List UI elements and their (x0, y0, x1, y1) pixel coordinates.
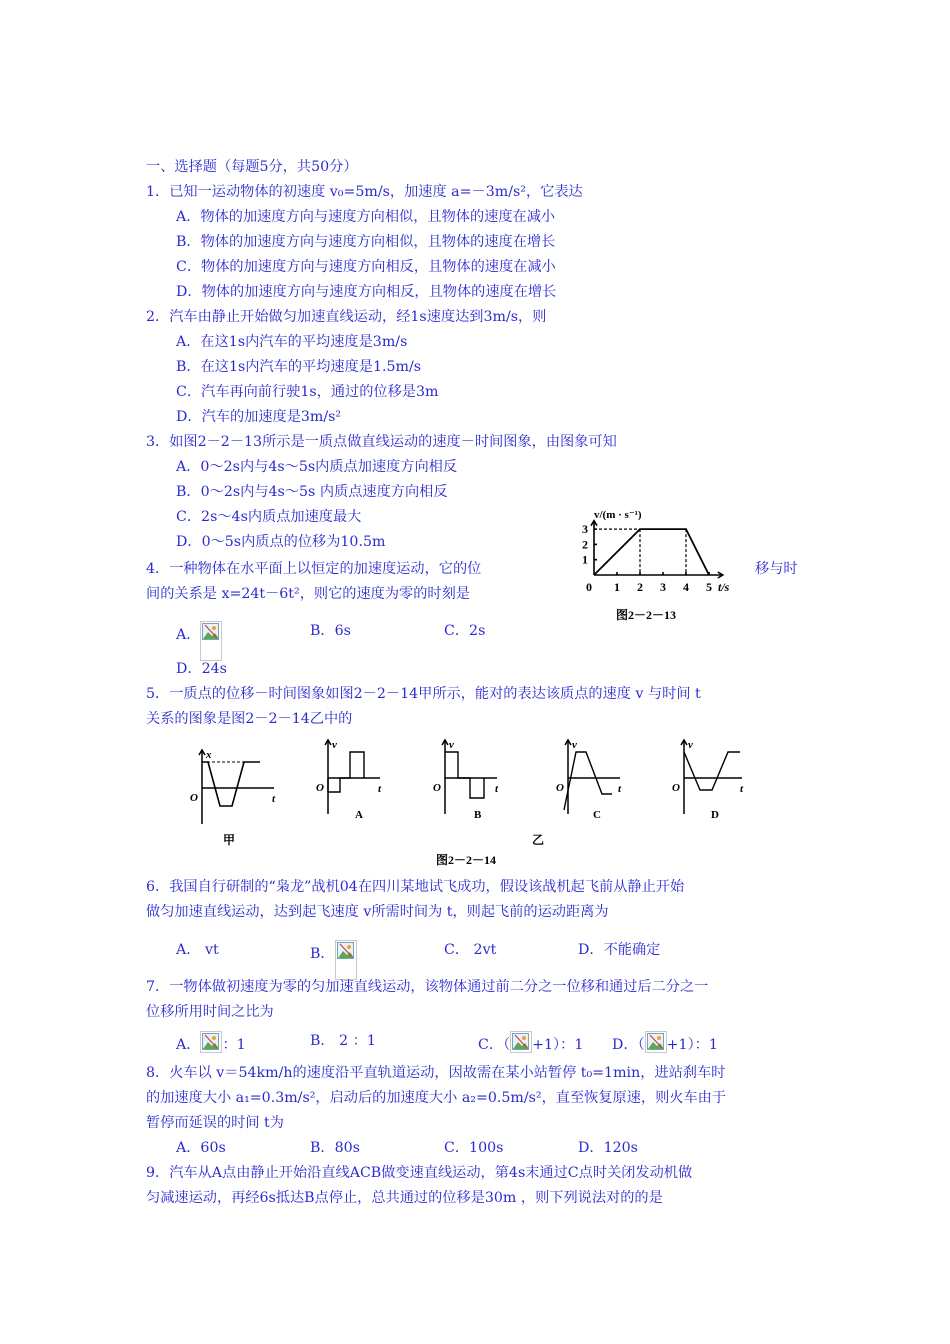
broken-image-icon (510, 1031, 532, 1053)
figure-2-2-14 (180, 732, 770, 870)
broken-image-icon (645, 1031, 667, 1053)
q7-stem-2: 位移所用时间之比为 (146, 1004, 274, 1020)
q1-option-b: B．物体的加速度方向与速度方向相似，且物体的速度在增长 (176, 234, 556, 250)
q3-option-d: D．0～5s内质点的位移为10.5m (176, 534, 386, 550)
q1-option-d: D．物体的加速度方向与速度方向相反，且物体的速度在增长 (176, 284, 557, 300)
section-title: 一、选择题（每题5分，共50分） (146, 159, 358, 175)
fig14-panel-label: D (711, 809, 719, 821)
q4-option-c: C．2s (444, 623, 486, 639)
q7-option-a (176, 1031, 246, 1055)
fig13-x-tick-label: 1 (614, 580, 620, 594)
q7-option-d-suffix: +1）：1 (666, 1037, 718, 1053)
fig13-y-tick-label: 3 (582, 522, 588, 537)
fig14-a-v-label: v (332, 739, 337, 751)
broken-image-icon (335, 940, 357, 980)
q7-option-d (612, 1031, 718, 1055)
broken-image-icon (200, 1031, 222, 1053)
q7-option-a-prefix: A． (176, 1037, 201, 1053)
q8-option-a: A．60s (176, 1140, 226, 1156)
fig14-c-v-label: v (572, 739, 577, 751)
q8-option-c: C．100s (444, 1140, 504, 1156)
q9-stem: 9．汽车从A点由静止开始沿直线ACB做变速直线运动，第4s末通过C点时关闭发动机做 (146, 1165, 693, 1181)
fig13-y-tick-label: 2 (582, 537, 588, 552)
q7-option-d-prefix: D．（ (612, 1037, 645, 1053)
q2-option-c: C．汽车再向前行驶1s，通过的位移是3m (176, 384, 439, 400)
fig14-label-jia: 甲 (223, 833, 236, 847)
fig13-origin: 0 (586, 580, 592, 594)
q4-option-b: B．6s (310, 623, 351, 639)
fig14-jia-origin: O (190, 792, 198, 804)
q9-stem-2: 匀减速运动，再经6s抵达B点停止，总共通过的位移是30m ，则下列说法对的的是 (146, 1190, 663, 1206)
broken-image-icon (200, 621, 222, 661)
fig14-c-t-label: t (618, 783, 622, 795)
q6-option-a: A． vt (176, 942, 219, 958)
q5-stem: 5．一质点的位移－时间图象如图2－2－14甲所示，能对的表达该质点的速度 v 与时间 t (146, 686, 701, 702)
q2-option-b: B．在这1s内汽车的平均速度是1.5m/s (176, 359, 422, 375)
q4-stem-right: 移与时 (755, 561, 798, 577)
q4-option-a-label: A． (176, 627, 201, 643)
q4-stem-left: 4．一种物体在水平面上以恒定的加速度运动，它的位 (146, 561, 482, 577)
q7-stem: 7．一物体做初速度为零的匀加速直线运动，该物体通过前二分之一位移和通过后二分之一 (146, 979, 709, 995)
q7-option-b: B． 2 ：1 (310, 1033, 376, 1049)
fig14-c-origin: O (556, 782, 564, 794)
q6-stem-2: 做匀加速直线运动，达到起飞速度 v所需时间为 t，则起飞前的运动距离为 (146, 904, 609, 920)
fig14-b-t-label: t (495, 783, 499, 795)
q1-stem: 1．已知一运动物体的初速度 v₀=5m/s，加速度 a=－3m/s²，它表达 (146, 184, 583, 200)
fig14-b-steps (445, 752, 484, 798)
q5-stem-2: 关系的图象是图2－2－14乙中的 (146, 711, 353, 727)
q6-option-b-label: B． (310, 946, 335, 962)
fig14-a-steps (328, 752, 364, 792)
fig14-b-origin: O (433, 782, 441, 794)
fig14-jia-curve (202, 762, 260, 806)
fig14-a-t-label: t (378, 783, 382, 795)
fig14-a-origin: O (316, 782, 324, 794)
fig14-jia-t-label: t (272, 793, 276, 805)
figure-2-2-13 (572, 502, 742, 627)
q8-stem: 8．火车以 v＝54km/h的速度沿平直轨道运动，因故需在某小站暂停 t₀=1min，进站刹车时 (146, 1065, 726, 1081)
fig14-d-trapezoid (684, 752, 740, 790)
fig14-d-origin: O (672, 782, 680, 794)
q8-option-d: D．120s (578, 1140, 638, 1156)
q7-option-c-prefix: C．（ (478, 1037, 511, 1053)
q7-option-a-suffix: ：1 (222, 1037, 246, 1053)
fig13-x-tick-label: 3 (660, 580, 666, 594)
fig14-panel-label: C (593, 809, 601, 821)
fig14-jia-v-label: x (206, 749, 212, 761)
q1-option-a: A．物体的加速度方向与速度方向相似，且物体的速度在减小 (176, 209, 556, 225)
q3-option-a: A．0～2s内与4s～5s内质点加速度方向相反 (176, 459, 458, 475)
q6-stem: 6．我国自行研制的“枭龙”战机04在四川某地试飞成功，假设该战机起飞前从静止开始 (146, 879, 685, 895)
fig14-panel-label: B (474, 809, 482, 821)
fig14-c-trapezoid (564, 752, 612, 810)
q3-stem: 3．如图2－2－13所示是一质点做直线运动的速度－时间图象，由图象可知 (146, 434, 617, 450)
q4-option-d: D．24s (176, 661, 227, 677)
fig13-x-tick-label: 4 (683, 580, 689, 594)
fig14-label-yi: 乙 (532, 833, 545, 847)
q2-option-a: A．在这1s内汽车的平均速度是3m/s (176, 334, 408, 350)
q8-option-b: B．80s (310, 1140, 360, 1156)
q3-option-c: C．2s～4s内质点加速度最大 (176, 509, 362, 525)
q6-option-b (310, 940, 357, 980)
q6-option-c: C． 2vt (444, 942, 497, 958)
fig14-caption: 图2－2－14 (436, 853, 497, 867)
q4-stem-2: 间的关系是 x=24t－6t²，则它的速度为零的时刻是 (146, 586, 470, 602)
q8-stem-2: 的加速度大小 a₁=0.3m/s²，启动后的加速度大小 a₂=0.5m/s²，直至恢复原速，则火车由于 (146, 1090, 727, 1106)
fig14-b-v-label: v (449, 739, 454, 751)
fig13-x-tick-label: 2 (637, 580, 643, 594)
q2-option-d: D．汽车的加速度是3m/s² (176, 409, 342, 425)
fig14-panel-label: A (355, 809, 363, 821)
fig13-x-label: t/s (718, 580, 730, 594)
q1-option-c: C．物体的加速度方向与速度方向相反，且物体的速度在减小 (176, 259, 556, 275)
fig14-d-v-label: v (688, 739, 693, 751)
fig13-caption: 图2－2－13 (616, 608, 677, 622)
fig14-d-t-label: t (740, 783, 744, 795)
fig13-y-label: v/(m · s⁻¹) (594, 509, 642, 521)
q6-option-d: D．不能确定 (578, 942, 661, 958)
fig13-y-tick-label: 1 (582, 552, 588, 567)
q8-stem-3: 暂停而延误的时间 t为 (146, 1115, 284, 1131)
fig13-series-line (594, 529, 709, 575)
fig13-x-tick-label: 5 (706, 580, 712, 594)
q7-option-c (478, 1031, 583, 1055)
q4-option-a (176, 621, 222, 661)
q3-option-b: B．0～2s内与4s～5s 内质点速度方向相反 (176, 484, 448, 500)
q7-option-c-suffix: +1）：1 (532, 1037, 584, 1053)
q2-stem: 2．汽车由静止开始做匀加速直线运动，经1s速度达到3m/s，则 (146, 309, 547, 325)
